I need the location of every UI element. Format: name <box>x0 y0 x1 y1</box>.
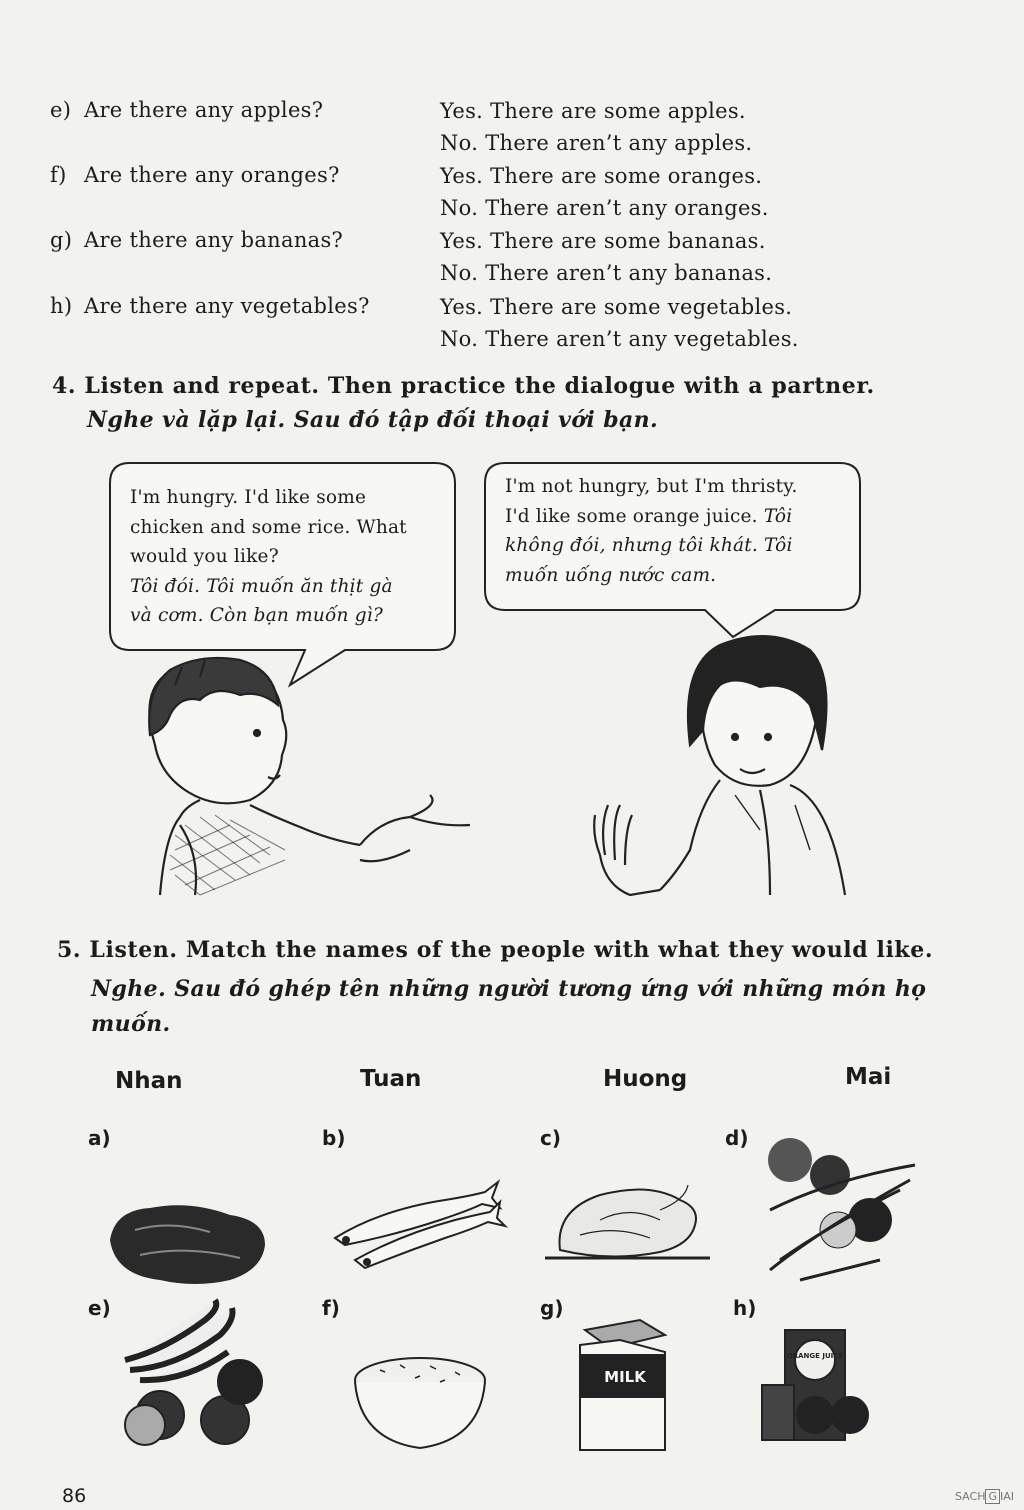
name-nhan: Nhan <box>115 1068 183 1094</box>
answers-g: Yes. There are some bananas. No. There aren’t any bananas. <box>440 229 773 285</box>
answers-h: Yes. There are some vegetables. No. There aren’t any vegetables. <box>440 295 799 351</box>
name-huong: Huong <box>603 1066 688 1092</box>
picture-label-d: d) <box>725 1126 749 1150</box>
question-e: e) Are there any apples? <box>50 98 324 122</box>
section-4-subheading: Nghe và lặp lại. Sau đó tập đối thoại với bạn. <box>87 407 659 433</box>
section-5-heading: 5. Listen. Match the names of the people with what they would like. <box>57 937 934 963</box>
section-5-subheading: Nghe. Sau đó ghép tên những người tương ứng với những món họ muốn. <box>91 976 927 1037</box>
name-mai: Mai <box>845 1064 892 1090</box>
rice-bowl-icon <box>355 1358 485 1448</box>
picture-label-f: f) <box>322 1296 340 1320</box>
question-f: f) Are there any oranges? <box>50 163 340 187</box>
roast-chicken-icon <box>545 1185 710 1258</box>
milk-carton-icon <box>580 1320 665 1450</box>
watermark: SACH G IAI <box>955 1490 1015 1503</box>
question-g: g) Are there any bananas? <box>50 228 344 252</box>
beef-steak-icon <box>110 1205 265 1284</box>
fish-icon <box>335 1182 505 1268</box>
bubble-right-text: I'm not hungry, but I'm thristy. I'd like some orange juice. Tôi không đói, nhưng tôi khát. Tôi muốn uống nước cam. <box>505 476 798 586</box>
picture-label-b: b) <box>322 1126 346 1150</box>
name-tuan: Tuan <box>360 1066 422 1092</box>
page-number: 86 <box>62 1485 87 1507</box>
vegetables-icon <box>768 1138 915 1280</box>
orange-juice-icon <box>762 1330 868 1440</box>
milk-carton-text: MILK <box>604 1368 646 1386</box>
answers-f: Yes. There are some oranges. No. There aren’t any oranges. <box>440 164 769 220</box>
boy-figure <box>149 658 470 895</box>
picture-label-e: e) <box>88 1296 111 1320</box>
picture-label-h: h) <box>733 1296 757 1320</box>
fruit-icon <box>125 1300 262 1445</box>
section-4-heading: 4. Listen and repeat. Then practice the dialogue with a partner. <box>52 373 875 399</box>
food-pictures <box>0 1120 1024 1460</box>
juice-box-text: ORANGE JUICE <box>786 1352 844 1360</box>
girl-figure <box>594 636 845 895</box>
picture-label-c: c) <box>540 1126 561 1150</box>
picture-label-g: g) <box>540 1296 564 1320</box>
answers-e: Yes. There are some apples. No. There aren’t any apples. <box>440 99 753 155</box>
question-h: h) Are there any vegetables? <box>50 294 370 318</box>
bubble-left-text: I'm hungry. I'd like some chicken and some rice. What would you like? Tôi đói. Tôi muốn ăn thịt gà và cơm. Còn bạn muốn gì? <box>130 487 407 626</box>
picture-label-a: a) <box>88 1126 111 1150</box>
